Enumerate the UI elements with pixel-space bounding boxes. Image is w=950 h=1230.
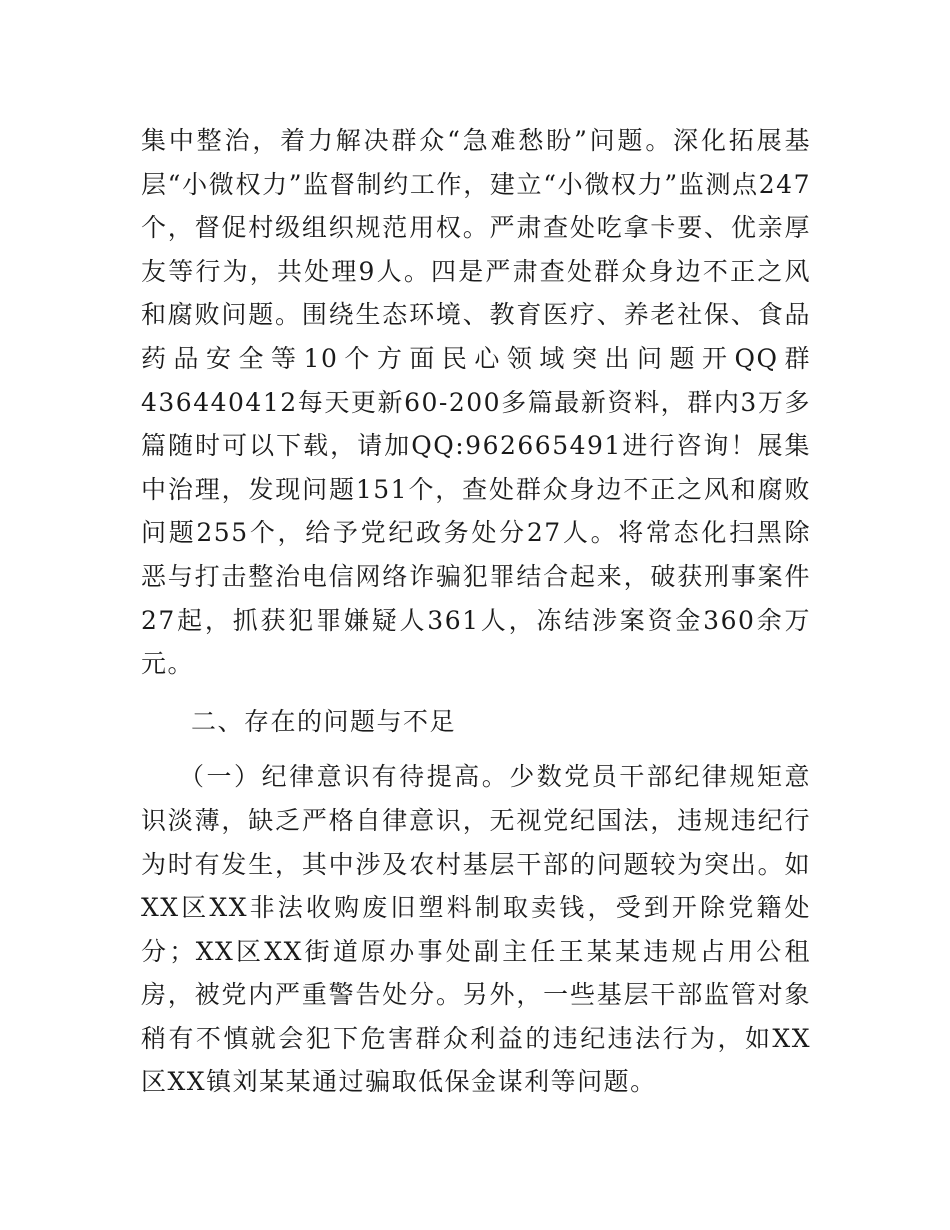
document-body	[141, 119, 811, 1104]
paragraph-discipline-awareness: （一）纪律意识有待提高。少数党员干部纪律规矩意识淡薄，缺乏严格自律意识，无视党纪国法，违规违纪行为时有发生，其中涉及农村基层干部的问题较为突出。如XX区XX非法收购废旧塑料制取卖钱，受到开除党籍处分；XX区XX街道原办事处副主任王某某违规占用公租房，被党内严重警告处分。另外，一些基层干部监管对象稍有不慎就会犯下危害群众利益的违纪违法行为，如XX区XX镇刘某某通过骗取低保金谋利等问题。	[141, 762, 811, 1097]
paragraph-continuation: 集中整治，着力解决群众“急难愁盼”问题。深化拓展基层“小微权力”监督制约工作，建立“小微权力”监测点247个，督促村级组织规范用权。严肃查处吃拿卡要、优亲厚友等行为，共处理9人。四是严肃查处群众身边不正之风和腐败问题。围绕生态环境、教育医疗、养老社保、食品药品安全等10个方面民心领域突出问题开QQ群436440412每天更新60-200多篇最新资料，群内3万多篇随时可以下载，请加QQ:962665491进行咨询！展集中治理，发现问题151个，查处群众身边不正之风和腐败问题255个，给予党纪政务处分27人。将常态化扫黑除恶与打击整治电信网络诈骗犯罪结合起来，破获刑事案件27起，抓获犯罪嫌疑人361人，冻结涉案资金360余万元。	[141, 126, 811, 679]
section-heading-problems: 二、存在的问题与不足	[191, 706, 457, 736]
